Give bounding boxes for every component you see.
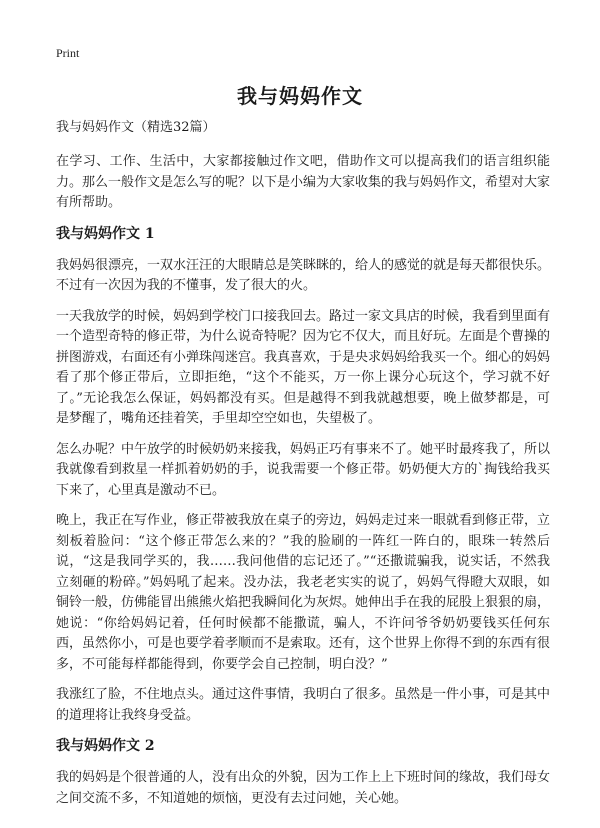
section-heading: 我与妈妈作文 2 (56, 738, 155, 754)
article-body (56, 118, 550, 819)
paragraph: 我的妈妈是个很普通的人，没有出众的外貌，因为工作上上下班时间的缘故，我们母女之间交流不多，不知道她的烦恼，更没有去过问她，关心她。 (56, 770, 551, 806)
section-heading: 我与妈妈作文 1 (56, 225, 155, 242)
print-link[interactable]: Print (56, 46, 80, 60)
paragraph: 一天我放学的时候，妈妈到学校门口接我回去。路过一家文具店的时候，我看到里面有一个造型奇特的修正带，为什么说奇特呢？因为它不仅大，而且好玩。左面是个曹操的拼图游戏，右面还有小弹珠闯迷宫。我真喜欢，于是央求妈妈给我买一个。细心的妈妈看了那个修正带后，立即拒绝，“这个不能买，万一你上课分心玩这个，学习就不好了。”无论我怎么保证，妈妈都没有买。但是越得不到我就越想要，晚上做梦都是，可是梦醒了，嘴角还挂着笑，手里却空空如也，失望极了。 (56, 308, 551, 426)
article-subtitle: 我与妈妈作文（精选32篇） (56, 120, 216, 135)
page-title: 我与妈妈作文 (237, 84, 363, 108)
paragraph: 晚上，我正在写作业，修正带被我放在桌子的旁边，妈妈走过来一眼就看到修正带，立刻板着脸问：“这个修正带怎么来的？”我的脸刷的一阵红一阵白的，眼珠一转然后说，“这是我同学买的，我……我问他借的忘记还了。”“还撒谎骗我，说实话，不然我立刻砸的粉碎。”妈妈吼了起来。没办法，我老老实实的说了，妈妈气得瞪大双眼，如铜铃一般，仿佛能冒出熊熊火焰把我瞬间化为灰烬。她伸出手在我的屁股上狠狠的扇，她说：“你给妈妈记着，任何时候都不能撒谎，骗人，不许问爷爷奶奶要钱买任何东西，虽然你小，可是也要学着孝顺而不是索取。还有，这个世界上你得不到的东西有很多，不可能每样都能得到，你要学会自己控制，明白没？” (56, 513, 551, 672)
paragraph: 我涨红了脸，不住地点头。通过这件事情，我明白了很多。虽然是一件小事，可是其中的道理将让我终身受益。 (56, 687, 551, 723)
intro-paragraph: 在学习、工作、生活中，大家都接触过作文吧，借助作文可以提高我们的语言组织能力。那么一般作文是怎么写的呢？以下是小编为大家收集的我与妈妈作文，希望对大家有所帮助。 (56, 154, 551, 210)
paragraph: 怎么办呢？中午放学的时候奶奶来接我，妈妈正巧有事来不了。她平时最疼我了，所以我就像看到救星一样抓着奶奶的手，说我需要一个修正带。奶奶便大方的`掏钱给我买下来了，心里真是激动不已。 (56, 441, 551, 498)
paragraph: 我妈妈很漂亮，一双水汪汪的大眼睛总是笑眯眯的，给人的感觉的就是每天都很快乐。不过有一次因为我的不懂事，发了很大的火。 (56, 257, 551, 293)
